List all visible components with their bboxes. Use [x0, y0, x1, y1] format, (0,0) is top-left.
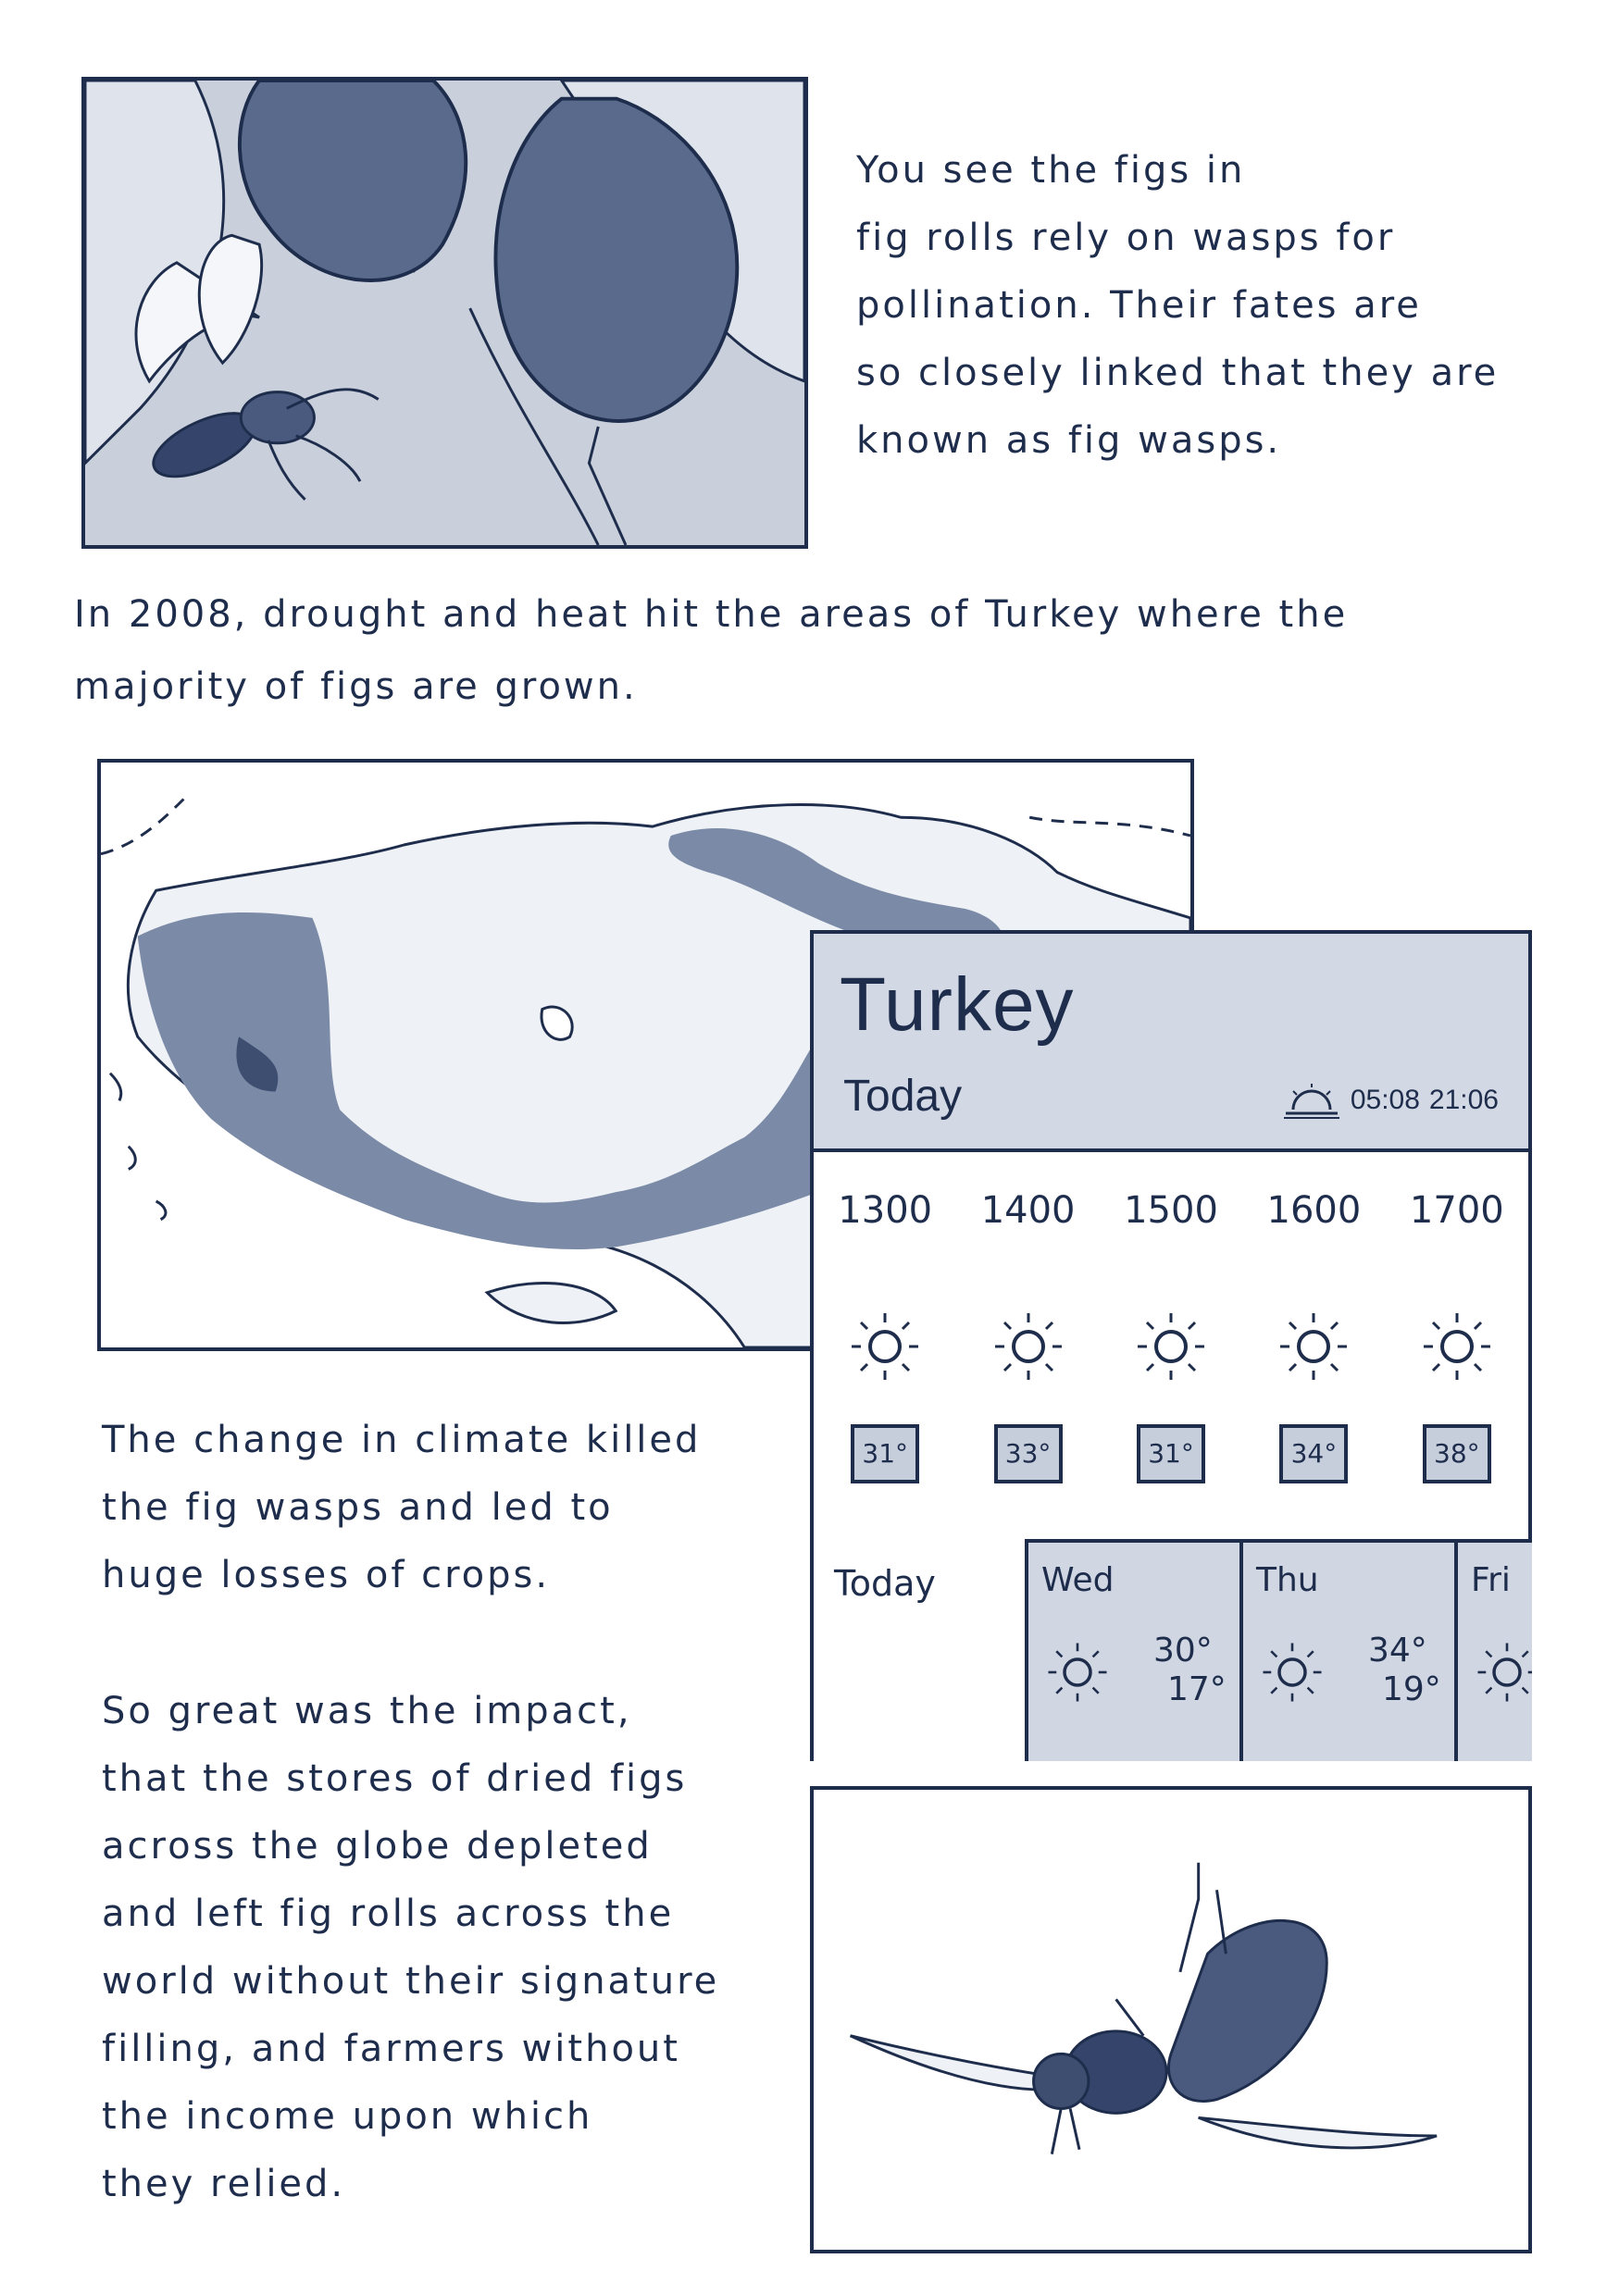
text-line: the fig wasps and led to — [102, 1486, 614, 1529]
sunset-time: 21:06 — [1428, 1085, 1499, 1115]
forecast-low: 17° — [1167, 1670, 1227, 1708]
text-line: so closely linked that they are — [856, 352, 1500, 394]
sun-icon — [1475, 1640, 1532, 1705]
hour-column — [1386, 1189, 1528, 1483]
weather-header — [814, 934, 1528, 1152]
text-line: across the globe depleted — [102, 1825, 653, 1868]
sun-icon — [1045, 1640, 1110, 1705]
text-line: and left fig rolls across the — [102, 1893, 675, 1935]
dead-wasp-illustration — [810, 1786, 1532, 2253]
forecast-low: 19° — [1382, 1670, 1441, 1708]
hour-time: 1300 — [838, 1189, 933, 1232]
forecast-high: 30° — [1153, 1632, 1213, 1669]
hour-time: 1700 — [1409, 1189, 1504, 1232]
sun-times — [1282, 1082, 1499, 1119]
hour-column — [814, 1189, 956, 1483]
text-line: pollination. Their fates are — [856, 284, 1422, 327]
drought-text — [74, 578, 1555, 723]
forecast-days — [1025, 1539, 1532, 1761]
intro-text — [856, 137, 1560, 475]
forecast-day-name: Fri — [1471, 1561, 1511, 1599]
forecast-day-name: Thu — [1256, 1561, 1319, 1599]
text-line: The change in climate killed — [102, 1419, 702, 1461]
weather-widget — [810, 930, 1532, 1761]
sun-icon — [1420, 1309, 1494, 1384]
weather-body — [814, 1152, 1528, 1761]
sunrise-icon — [1282, 1082, 1341, 1119]
forecast-today-label: Today — [834, 1563, 936, 1604]
text-line: they relied. — [102, 2163, 346, 2205]
impact-text — [102, 1678, 824, 2218]
forecast-day — [1028, 1543, 1243, 1761]
weather-location: Turkey — [840, 962, 1075, 1047]
text-line: the income upon which — [102, 2095, 593, 2138]
text-line: majority of figs are grown. — [74, 665, 638, 708]
hour-temperature: 38° — [1423, 1424, 1491, 1483]
daily-forecast — [814, 1539, 1528, 1761]
hour-temperature: 31° — [1137, 1424, 1205, 1483]
forecast-day — [1243, 1543, 1458, 1761]
text-line: known as fig wasps. — [856, 419, 1282, 462]
sun-icon — [1134, 1309, 1208, 1384]
text-line: that the stores of dried figs — [102, 1757, 688, 1800]
sunrise-time: 05:08 — [1350, 1085, 1420, 1115]
forecast-day — [1458, 1543, 1532, 1761]
hour-column — [956, 1189, 1099, 1483]
text-line: So great was the impact, — [102, 1690, 632, 1732]
sun-icon — [1260, 1640, 1325, 1705]
hour-column — [1242, 1189, 1385, 1483]
forecast-high: 34° — [1368, 1632, 1427, 1669]
sun-icon — [1277, 1309, 1351, 1384]
hour-temperature: 33° — [994, 1424, 1063, 1483]
text-line: fig rolls rely on wasps for — [856, 217, 1396, 259]
weather-day-label: Today — [843, 1072, 963, 1121]
hour-time: 1400 — [980, 1189, 1076, 1232]
sun-icon — [991, 1309, 1065, 1384]
figs-wasp-illustration — [81, 77, 808, 549]
hourly-forecast — [814, 1189, 1528, 1483]
text-line: world without their signature — [102, 1960, 720, 2003]
hour-time: 1500 — [1124, 1189, 1218, 1232]
forecast-day-name: Wed — [1041, 1561, 1115, 1599]
text-line: filling, and farmers without — [102, 2028, 680, 2070]
climate-text — [102, 1407, 815, 1609]
text-line: huge losses of crops. — [102, 1554, 551, 1596]
hour-temperature: 34° — [1279, 1424, 1348, 1483]
hour-time: 1600 — [1266, 1189, 1362, 1232]
text-line: In 2008, drought and heat hit the areas of Turkey where the — [74, 593, 1349, 636]
text-line: You see the figs in — [856, 149, 1246, 192]
hour-column — [1100, 1189, 1242, 1483]
sun-icon — [848, 1309, 922, 1384]
hour-temperature: 31° — [851, 1424, 919, 1483]
